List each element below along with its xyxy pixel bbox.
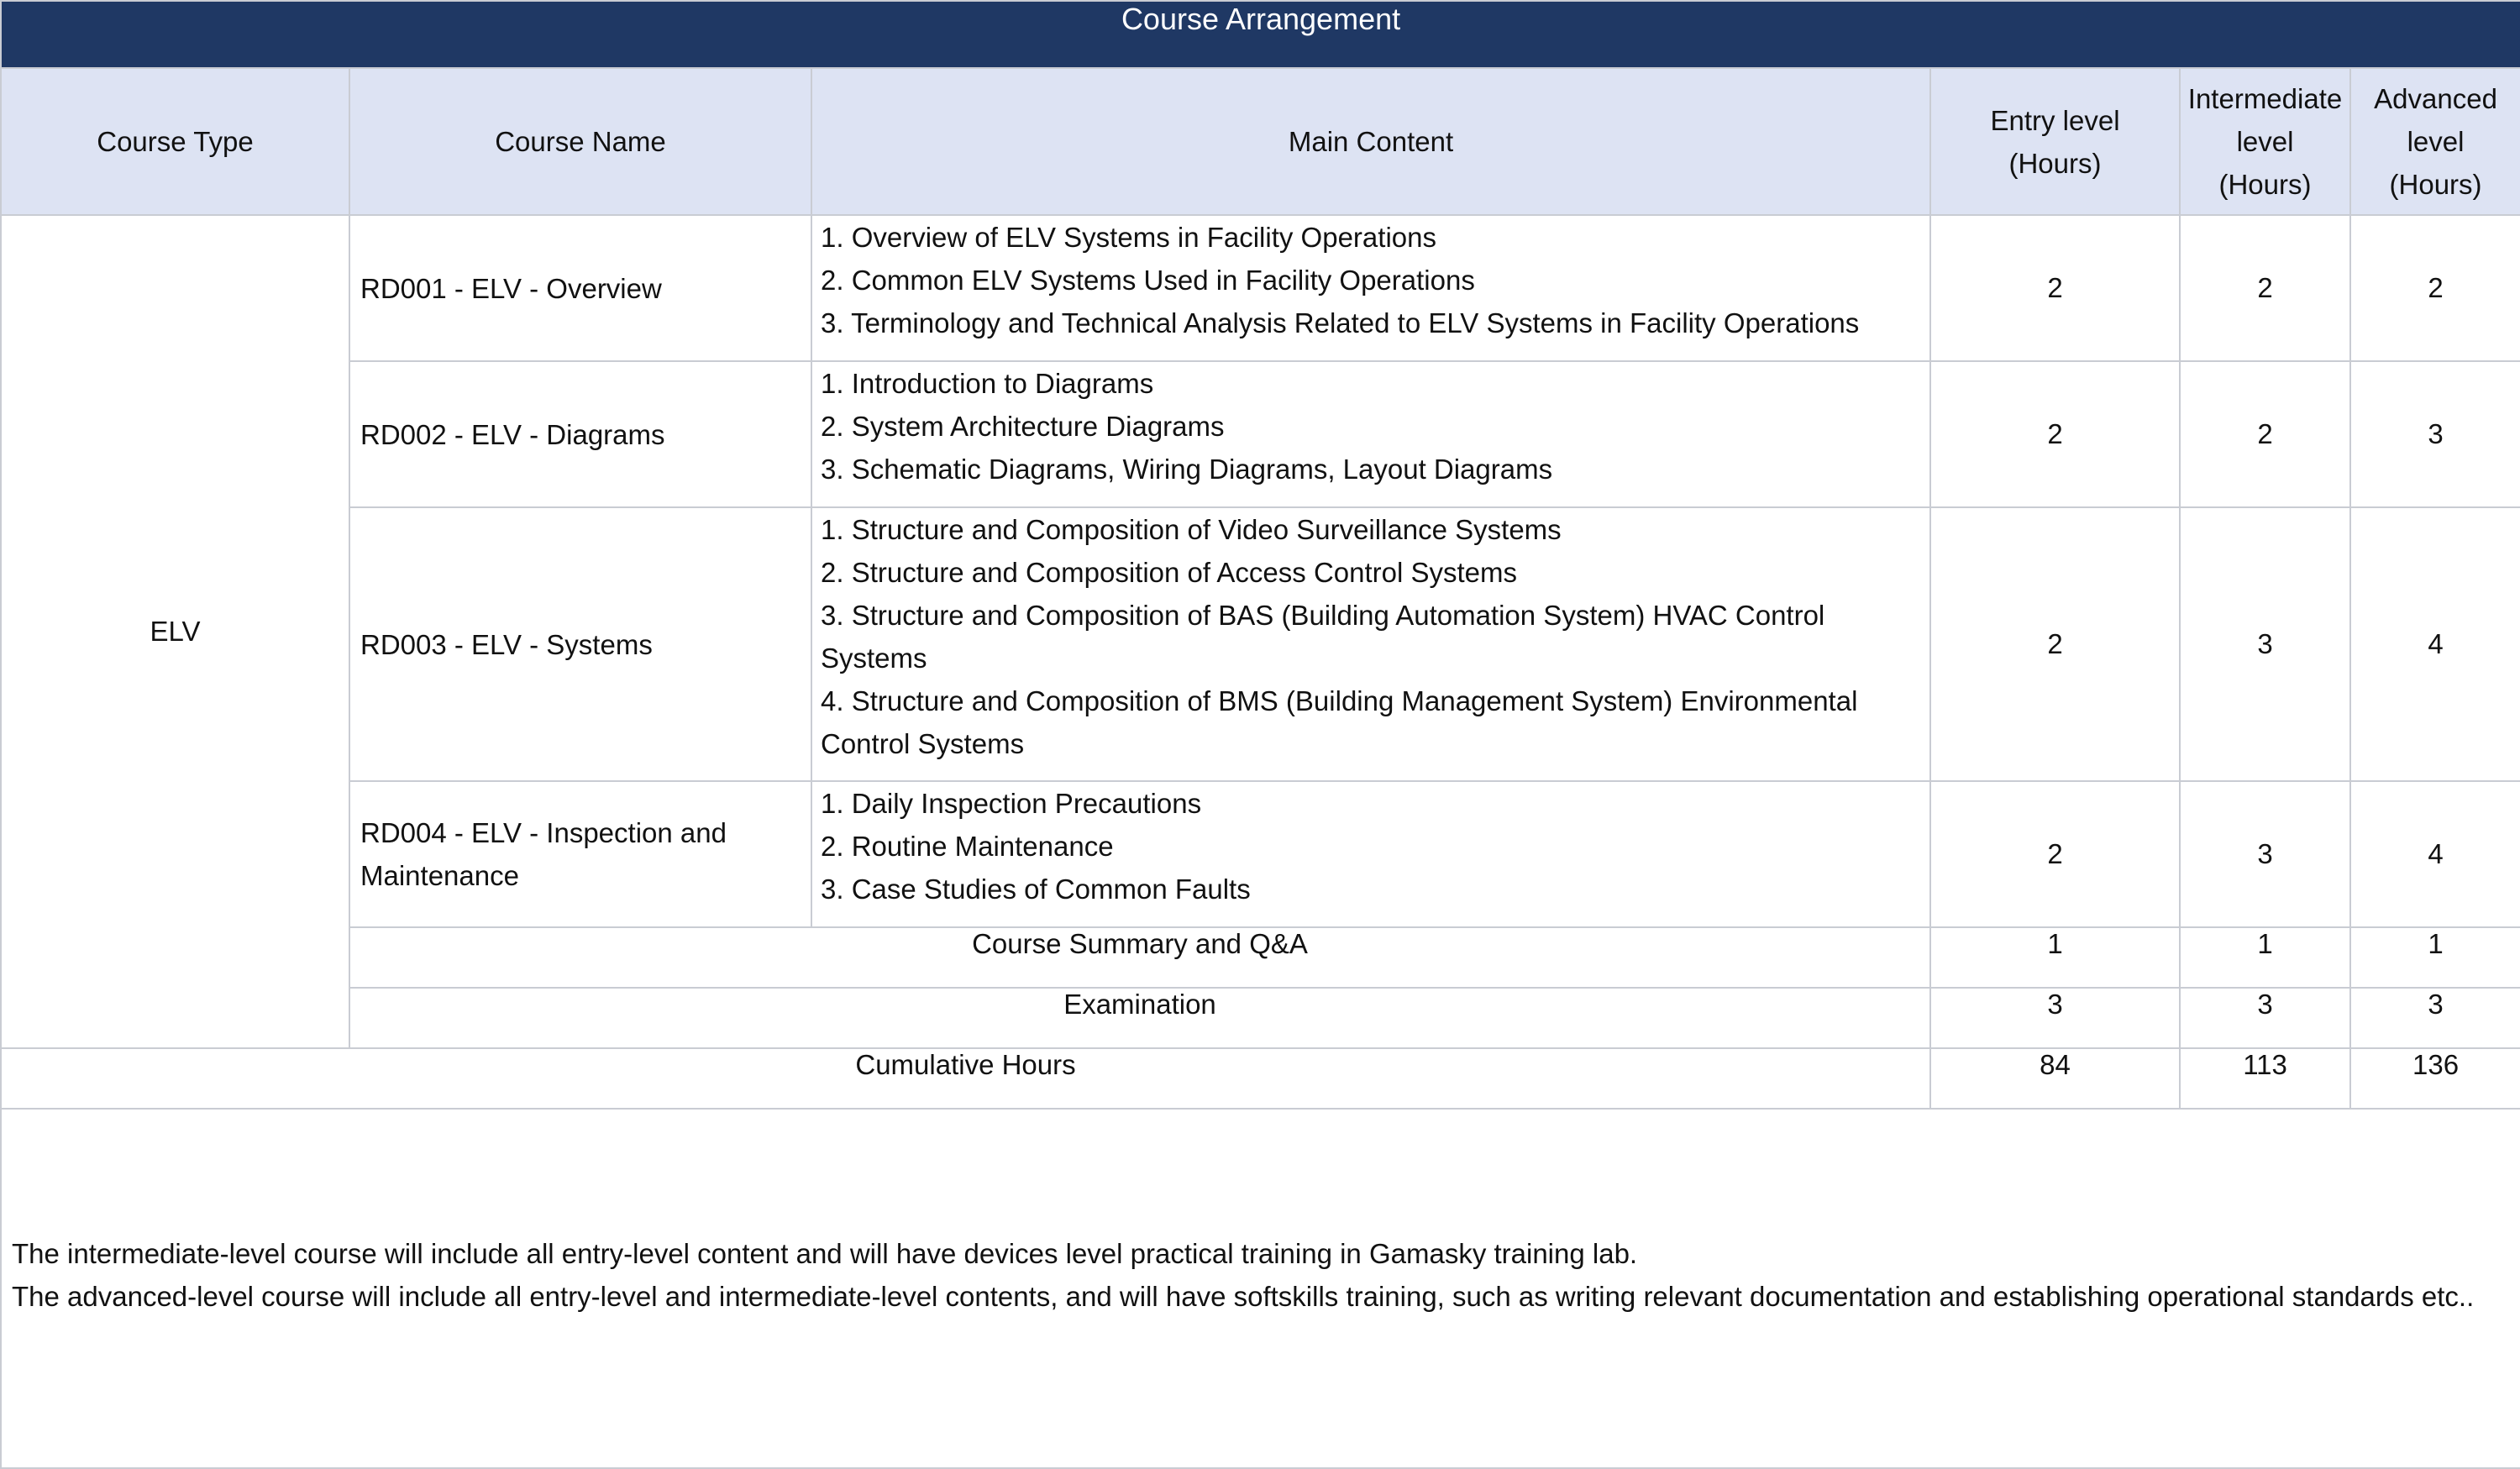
cumulative-intermediate-hours: 113 — [2180, 1048, 2350, 1109]
content-line: 3. Structure and Composition of BAS (Building Automation System) HVAC Control Systems — [821, 600, 1825, 674]
header-advanced-line-3: (Hours) — [2389, 169, 2482, 200]
course-name-cell: RD002 - ELV - Diagrams — [349, 361, 811, 507]
entry-hours-cell: 2 — [1930, 781, 2180, 927]
table-row — [1, 215, 2520, 361]
content-line: 2. System Architecture Diagrams — [821, 411, 1225, 442]
title-row — [1, 1, 2520, 68]
cumulative-advanced-hours: 136 — [2350, 1048, 2520, 1109]
summary-label: Course Summary and Q&A — [349, 927, 1930, 988]
intermediate-hours-cell: 3 — [2180, 781, 2350, 927]
content-line: 3. Schematic Diagrams, Wiring Diagrams, Layout Diagrams — [821, 454, 1553, 485]
entry-hours-cell: 2 — [1930, 507, 2180, 781]
advanced-hours-cell: 4 — [2350, 781, 2520, 927]
table-row — [1, 507, 2520, 781]
content-line: 2. Structure and Composition of Access Control Systems — [821, 557, 1518, 588]
header-entry-line-2: (Hours) — [2008, 147, 2102, 179]
header-intermediate-line-2: level — [2236, 126, 2294, 157]
table-title: Course Arrangement — [1, 1, 2520, 68]
content-line: 1. Introduction to Diagrams — [821, 368, 1154, 399]
content-line: 2. Common ELV Systems Used in Facility Operations — [821, 265, 1475, 296]
table-row — [1, 781, 2520, 927]
notes-cell — [1, 1109, 2520, 1468]
header-intermediate-line-1: Intermediate — [2187, 83, 2343, 114]
intermediate-hours-cell: 2 — [2180, 361, 2350, 507]
course-name-cell: RD003 - ELV - Systems — [349, 507, 811, 781]
entry-hours-cell: 2 — [1930, 215, 2180, 361]
note-advanced: The advanced-level course will include all entry-level and intermediate-level contents, and will have softskills training, such as writing relevant documentation and establishing operational standards etc.. — [12, 1281, 2475, 1312]
header-intermediate-line-3: (Hours) — [2218, 169, 2312, 200]
note-intermediate: The intermediate-level course will include all entry-level content and will have devices level practical training in Gamasky training lab. — [12, 1238, 1638, 1269]
course-name-cell: RD004 - ELV - Inspection and Maintenance — [349, 781, 811, 927]
main-content-cell — [811, 781, 1930, 927]
main-content-cell — [811, 507, 1930, 781]
exam-label: Examination — [349, 988, 1930, 1048]
content-line: 3. Case Studies of Common Faults — [821, 874, 1251, 905]
content-line: 4. Structure and Composition of BMS (Building Management System) Environmental Control Systems — [821, 685, 1858, 759]
header-advanced-line-2: level — [2407, 126, 2465, 157]
entry-hours-cell: 2 — [1930, 361, 2180, 507]
main-content-cell — [811, 215, 1930, 361]
intermediate-hours-cell: 2 — [2180, 215, 2350, 361]
exam-advanced-hours: 3 — [2350, 988, 2520, 1048]
content-line: 3. Terminology and Technical Analysis Related to ELV Systems in Facility Operations — [821, 307, 1860, 338]
advanced-hours-cell: 4 — [2350, 507, 2520, 781]
header-entry-line-1: Entry level — [1990, 104, 2120, 136]
header-row — [1, 68, 2520, 215]
notes-row — [1, 1109, 2520, 1468]
main-content-cell — [811, 361, 1930, 507]
header-course-type: Course Type — [1, 68, 349, 215]
advanced-hours-cell: 3 — [2350, 361, 2520, 507]
intermediate-hours-cell: 3 — [2180, 507, 2350, 781]
exam-intermediate-hours: 3 — [2180, 988, 2350, 1048]
exam-row — [1, 988, 2520, 1048]
content-line: 1. Structure and Composition of Video Surveillance Systems — [821, 514, 1562, 545]
content-line: 1. Overview of ELV Systems in Facility Operations — [821, 222, 1436, 253]
exam-entry-hours: 3 — [1930, 988, 2180, 1048]
content-line: 2. Routine Maintenance — [821, 831, 1114, 862]
header-advanced-line-1: Advanced — [2374, 83, 2497, 114]
course-type-cell: ELV — [1, 215, 349, 1048]
header-entry-level — [1930, 68, 2180, 215]
summary-row — [1, 927, 2520, 988]
header-main-content: Main Content — [811, 68, 1930, 215]
cumulative-row — [1, 1048, 2520, 1109]
header-intermediate-level — [2180, 68, 2350, 215]
content-line: 1. Daily Inspection Precautions — [821, 788, 1202, 819]
table-row — [1, 361, 2520, 507]
summary-intermediate-hours: 1 — [2180, 927, 2350, 988]
header-advanced-level — [2350, 68, 2520, 215]
cumulative-entry-hours: 84 — [1930, 1048, 2180, 1109]
header-course-name: Course Name — [349, 68, 811, 215]
course-name-cell: RD001 - ELV - Overview — [349, 215, 811, 361]
advanced-hours-cell: 2 — [2350, 215, 2520, 361]
cumulative-label: Cumulative Hours — [1, 1048, 1930, 1109]
summary-advanced-hours: 1 — [2350, 927, 2520, 988]
summary-entry-hours: 1 — [1930, 927, 2180, 988]
